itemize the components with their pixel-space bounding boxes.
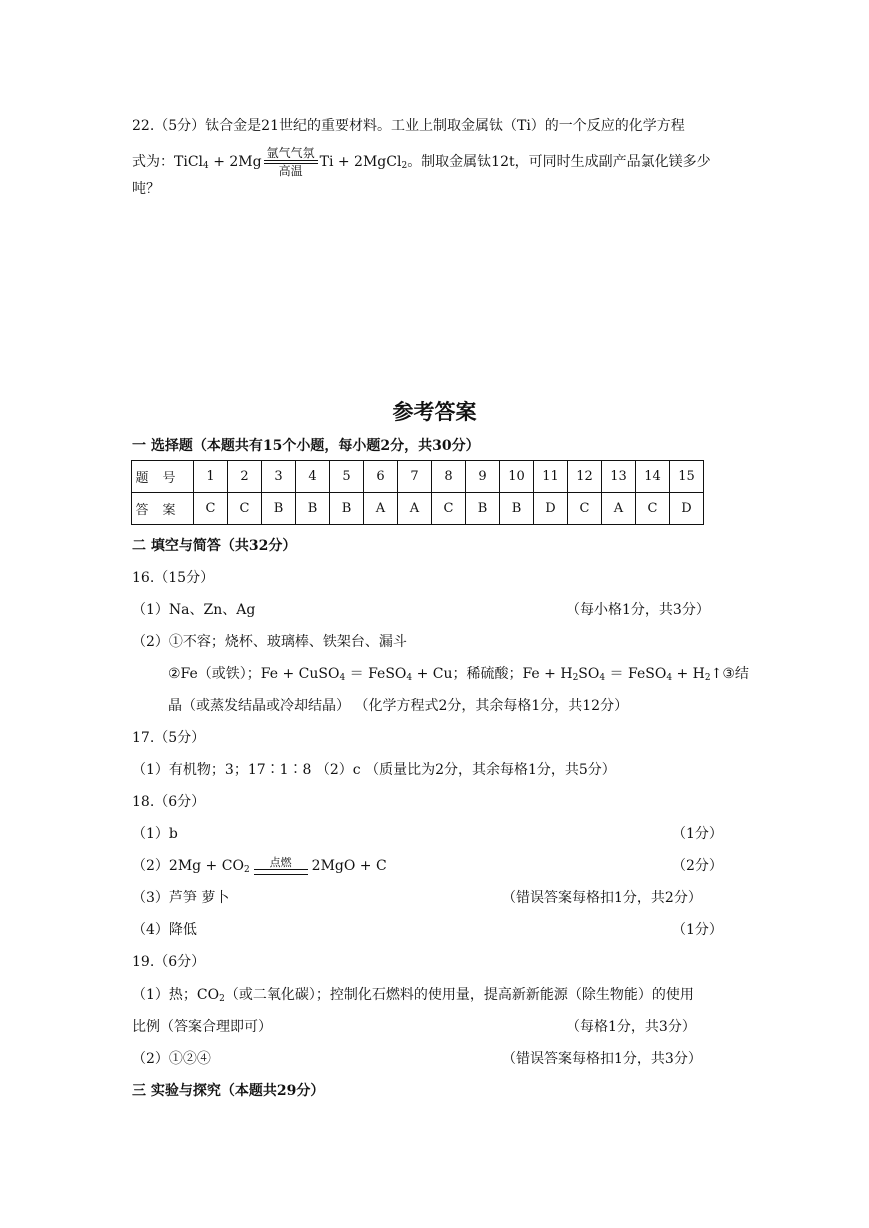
- answers-title: 参考答案: [392, 400, 477, 424]
- text: ②Fe（或铁）；Fe + CuSO: [168, 666, 340, 682]
- subscript: 2: [572, 673, 579, 683]
- answer-letter-cell: C: [568, 493, 602, 525]
- subscript: 2: [219, 994, 225, 1004]
- subscript: 2: [243, 865, 250, 875]
- q16-a1: （1）Na、Zn、Ag: [132, 602, 256, 618]
- section-2-heading: 二 填空与简答（共32分）: [132, 538, 297, 554]
- text: （1）热；CO: [132, 987, 220, 1003]
- q19-a1b-score: （每格1分，共3分）: [566, 1019, 696, 1035]
- subscript: 2: [704, 673, 711, 683]
- table-row-numbers: [132, 461, 704, 493]
- q18-a1-score: （1分）: [672, 826, 723, 842]
- question-number-cell: 11: [534, 461, 568, 493]
- question-number-cell: 5: [330, 461, 364, 493]
- subscript: 2: [401, 161, 408, 171]
- q18-a3-score: （错误答案每格扣1分，共2分）: [502, 890, 702, 906]
- equals-double-line: [254, 869, 308, 875]
- q17-a1: （1）有机物；3；17∶1∶8 （2）c （质量比为2分，其余每格1分，共5分）: [132, 762, 616, 778]
- answer-letter-cell: C: [432, 493, 466, 525]
- question-number-cell: 14: [636, 461, 670, 493]
- subscript: 4: [406, 673, 413, 683]
- q16-a2b: [168, 664, 749, 688]
- q18-a2-score: （2分）: [672, 858, 723, 874]
- q22-text: + 2Mg: [208, 154, 262, 170]
- question-number-cell: 8: [432, 461, 466, 493]
- subscript: 4: [339, 673, 346, 683]
- q16-a2: （2）①不容；烧杯、玻璃棒、铁架台、漏斗: [132, 634, 407, 650]
- answer-letter-cell: D: [670, 493, 704, 525]
- subscript: 4: [203, 161, 209, 171]
- q16-a1-score: （每小格1分，共3分）: [566, 602, 710, 618]
- q19-a1b: 比例（答案合理即可）: [132, 1019, 272, 1035]
- answer-letter-cell: B: [296, 493, 330, 525]
- text: （或二氧化碳）；控制化石燃料的使用量，提高新新能源（除生物能）的使用: [224, 987, 694, 1003]
- text: ＝ FeSO: [345, 666, 407, 682]
- q16-head: 16.（15分）: [132, 570, 215, 586]
- row-label-number: 题号: [132, 461, 194, 493]
- q18-head: 18.（6分）: [132, 794, 206, 810]
- question-number-cell: 9: [466, 461, 500, 493]
- q22-text: 。制取金属钛12t，可同时生成副产品氯化镁多少: [407, 154, 711, 170]
- question-number-cell: 7: [398, 461, 432, 493]
- question-number-cell: 6: [364, 461, 398, 493]
- answer-letter-cell: B: [500, 493, 534, 525]
- question-number-cell: 3: [262, 461, 296, 493]
- row-label-answer: 答案: [132, 493, 194, 525]
- text: + Cu；稀硫酸；Fe + H: [412, 666, 573, 682]
- condition-bottom: 高温: [264, 163, 318, 178]
- question-number-cell: 12: [568, 461, 602, 493]
- answer-letter-cell: C: [228, 493, 262, 525]
- reaction-condition: [254, 857, 308, 875]
- question-number-cell: 13: [602, 461, 636, 493]
- q18-a4-score: （1分）: [672, 922, 723, 938]
- text: ↑③结: [710, 666, 749, 682]
- condition-top: 点燃: [269, 856, 292, 869]
- answer-letter-cell: B: [466, 493, 500, 525]
- question-number-cell: 2: [228, 461, 262, 493]
- answer-letter-cell: A: [364, 493, 398, 525]
- question-number-cell: 4: [296, 461, 330, 493]
- q17-head: 17.（5分）: [132, 730, 206, 746]
- q19-a2-score: （错误答案每格扣1分，共3分）: [502, 1051, 702, 1067]
- section-1-heading: 一 选择题（本题共有15个小题，每小题2分，共30分）: [132, 438, 480, 454]
- answer-table: [131, 460, 704, 525]
- answer-letter-cell: B: [330, 493, 364, 525]
- answer-letter-cell: B: [262, 493, 296, 525]
- table-row-answers: [132, 493, 704, 525]
- q22-line1: 22.（5分）钛合金是21世纪的重要材料。工业上制取金属钛（Ti）的一个反应的化学方程: [132, 118, 685, 134]
- answer-letter-cell: A: [398, 493, 432, 525]
- q18-a2: [132, 856, 387, 880]
- q19-a1: [132, 985, 694, 1009]
- text: （2）2Mg + CO: [132, 858, 244, 874]
- q22-text: Ti + 2MgCl: [319, 154, 402, 170]
- q22-line2: [132, 146, 711, 178]
- q22-text: 式为：TiCl: [132, 154, 204, 170]
- question-number-cell: 1: [194, 461, 228, 493]
- q19-a2: （2）①②④: [132, 1051, 211, 1067]
- q16-a2c: 晶（或蒸发结晶或冷却结晶） （化学方程式2分，其余每格1分，共12分）: [168, 698, 629, 714]
- text: SO: [578, 666, 600, 682]
- reaction-condition: [264, 146, 318, 178]
- answer-letter-cell: C: [194, 493, 228, 525]
- answer-letter-cell: D: [534, 493, 568, 525]
- q19-head: 19.（6分）: [132, 954, 206, 970]
- question-number-cell: 10: [500, 461, 534, 493]
- subscript: 4: [666, 673, 673, 683]
- text: + H: [672, 666, 705, 682]
- condition-top: 氩气气氛: [264, 146, 318, 161]
- subscript: 4: [599, 673, 606, 683]
- answer-letter-cell: A: [602, 493, 636, 525]
- q22-line3: 吨？: [132, 181, 160, 197]
- section-3-heading: 三 实验与探究（本题共29分）: [132, 1083, 325, 1099]
- q18-a1: （1）b: [132, 826, 178, 842]
- text: 2MgO + C: [311, 858, 387, 874]
- text: ＝ FeSO: [605, 666, 667, 682]
- question-number-cell: 15: [670, 461, 704, 493]
- q18-a3: （3）芦笋 萝卜: [132, 890, 230, 906]
- answer-letter-cell: C: [636, 493, 670, 525]
- q18-a4: （4）降低: [132, 922, 197, 938]
